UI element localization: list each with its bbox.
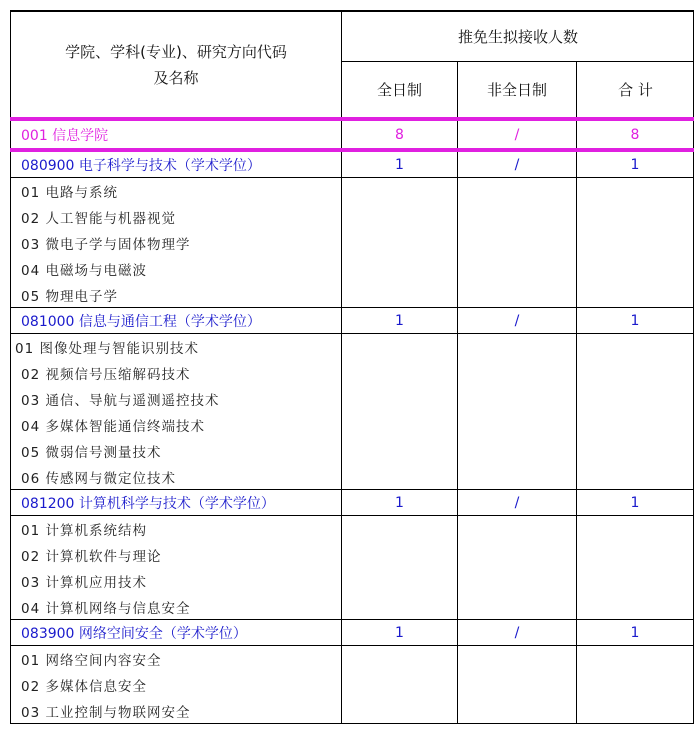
major-total: 1 — [630, 312, 640, 329]
empty-cell — [458, 698, 577, 723]
direction-name: 03 微电子学与固体物理学 — [11, 230, 342, 256]
direction-name: 01 电路与系统 — [11, 178, 342, 204]
direction-row — [10, 698, 694, 724]
direction-row — [10, 542, 694, 568]
empty-cell — [342, 438, 458, 464]
empty-cell — [577, 412, 693, 438]
major-row — [10, 620, 694, 646]
direction-row — [10, 230, 694, 256]
major-total: 1 — [630, 494, 640, 511]
direction-name: 02 视频信号压缩解码技术 — [11, 360, 342, 386]
empty-cell — [458, 568, 577, 594]
direction-row — [10, 334, 694, 360]
direction-name: 01 网络空间内容安全 — [11, 646, 342, 672]
direction-name: 04 计算机网络与信息安全 — [11, 594, 342, 619]
direction-row — [10, 282, 694, 308]
empty-cell — [577, 360, 693, 386]
major-name: 083900 网络空间安全（学术学位） — [11, 620, 342, 645]
empty-cell — [458, 334, 577, 360]
direction-row — [10, 516, 694, 542]
direction-row — [10, 594, 694, 620]
empty-cell — [577, 568, 693, 594]
header-part-time: 非全日制 — [458, 62, 577, 117]
empty-cell — [577, 178, 693, 204]
empty-cell — [342, 360, 458, 386]
empty-cell — [458, 230, 577, 256]
table-header — [10, 10, 694, 117]
empty-cell — [577, 204, 693, 230]
empty-cell — [577, 438, 693, 464]
major-full-time: 1 — [342, 152, 458, 177]
college-part-time: / — [458, 121, 577, 148]
empty-cell — [342, 412, 458, 438]
empty-cell — [458, 178, 577, 204]
major-full-time: 1 — [342, 490, 458, 515]
major-part-time: / — [458, 152, 577, 177]
college-name: 001 信息学院 — [11, 121, 342, 148]
header-total: 合 计 — [618, 81, 653, 99]
major-row — [10, 490, 694, 516]
major-part-time: / — [458, 490, 577, 515]
major-name: 080900 电子科学与技术（学术学位） — [11, 152, 342, 177]
direction-row — [10, 256, 694, 282]
college-full-time: 8 — [342, 121, 458, 148]
college-row — [10, 121, 694, 148]
college-total: 8 — [630, 126, 640, 143]
direction-name: 03 通信、导航与遥测遥控技术 — [11, 386, 342, 412]
empty-cell — [458, 594, 577, 619]
direction-name: 02 计算机软件与理论 — [11, 542, 342, 568]
direction-name: 03 计算机应用技术 — [11, 568, 342, 594]
major-part-time: / — [458, 308, 577, 333]
empty-cell — [342, 256, 458, 282]
empty-cell — [342, 204, 458, 230]
empty-cell — [458, 542, 577, 568]
direction-row — [10, 672, 694, 698]
direction-row — [10, 386, 694, 412]
major-name: 081200 计算机科学与技术（学术学位） — [11, 490, 342, 515]
quota-table — [10, 10, 694, 724]
empty-cell — [577, 256, 693, 282]
direction-name: 04 电磁场与电磁波 — [11, 256, 342, 282]
major-total: 1 — [630, 624, 640, 641]
direction-name: 05 物理电子学 — [11, 282, 342, 307]
empty-cell — [577, 230, 693, 256]
direction-name: 01 图像处理与智能识别技术 — [11, 334, 342, 360]
major-full-time: 1 — [342, 308, 458, 333]
empty-cell — [342, 542, 458, 568]
direction-row — [10, 464, 694, 490]
empty-cell — [342, 594, 458, 619]
header-title-line2: 及名称 — [153, 68, 199, 87]
major-full-time: 1 — [342, 620, 458, 645]
direction-row — [10, 204, 694, 230]
empty-cell — [342, 698, 458, 723]
empty-cell — [342, 646, 458, 672]
direction-name: 06 传感网与微定位技术 — [11, 464, 342, 489]
major-row — [10, 152, 694, 178]
empty-cell — [342, 386, 458, 412]
direction-row — [10, 568, 694, 594]
empty-cell — [342, 464, 458, 489]
major-row — [10, 308, 694, 334]
empty-cell — [577, 672, 693, 698]
empty-cell — [342, 568, 458, 594]
header-full-time: 全日制 — [342, 62, 458, 117]
direction-name: 02 多媒体信息安全 — [11, 672, 342, 698]
direction-row — [10, 646, 694, 672]
table-body — [10, 152, 694, 724]
empty-cell — [342, 516, 458, 542]
empty-cell — [458, 464, 577, 489]
empty-cell — [577, 282, 693, 307]
empty-cell — [577, 594, 693, 619]
empty-cell — [342, 282, 458, 307]
header-title — [11, 12, 342, 117]
empty-cell — [458, 646, 577, 672]
empty-cell — [577, 516, 693, 542]
empty-cell — [577, 542, 693, 568]
direction-name: 03 工业控制与物联网安全 — [11, 698, 342, 723]
empty-cell — [577, 464, 693, 489]
empty-cell — [577, 386, 693, 412]
empty-cell — [342, 334, 458, 360]
direction-row — [10, 438, 694, 464]
empty-cell — [458, 204, 577, 230]
empty-cell — [458, 386, 577, 412]
empty-cell — [458, 438, 577, 464]
direction-name: 04 多媒体智能通信终端技术 — [11, 412, 342, 438]
empty-cell — [577, 698, 693, 723]
empty-cell — [577, 334, 693, 360]
empty-cell — [342, 178, 458, 204]
empty-cell — [458, 412, 577, 438]
direction-name: 02 人工智能与机器视觉 — [11, 204, 342, 230]
empty-cell — [458, 516, 577, 542]
header-title-line1: 学院、学科(专业)、研究方向代码 — [65, 42, 287, 61]
empty-cell — [458, 282, 577, 307]
empty-cell — [342, 230, 458, 256]
major-total: 1 — [630, 156, 640, 173]
empty-cell — [458, 360, 577, 386]
direction-row — [10, 178, 694, 204]
empty-cell — [458, 256, 577, 282]
direction-name: 01 计算机系统结构 — [11, 516, 342, 542]
empty-cell — [577, 646, 693, 672]
header-group: 推免生拟接收人数 — [342, 12, 694, 62]
major-name: 081000 信息与通信工程（学术学位） — [11, 308, 342, 333]
empty-cell — [342, 672, 458, 698]
direction-row — [10, 360, 694, 386]
major-part-time: / — [458, 620, 577, 645]
direction-name: 05 微弱信号测量技术 — [11, 438, 342, 464]
empty-cell — [458, 672, 577, 698]
direction-row — [10, 412, 694, 438]
